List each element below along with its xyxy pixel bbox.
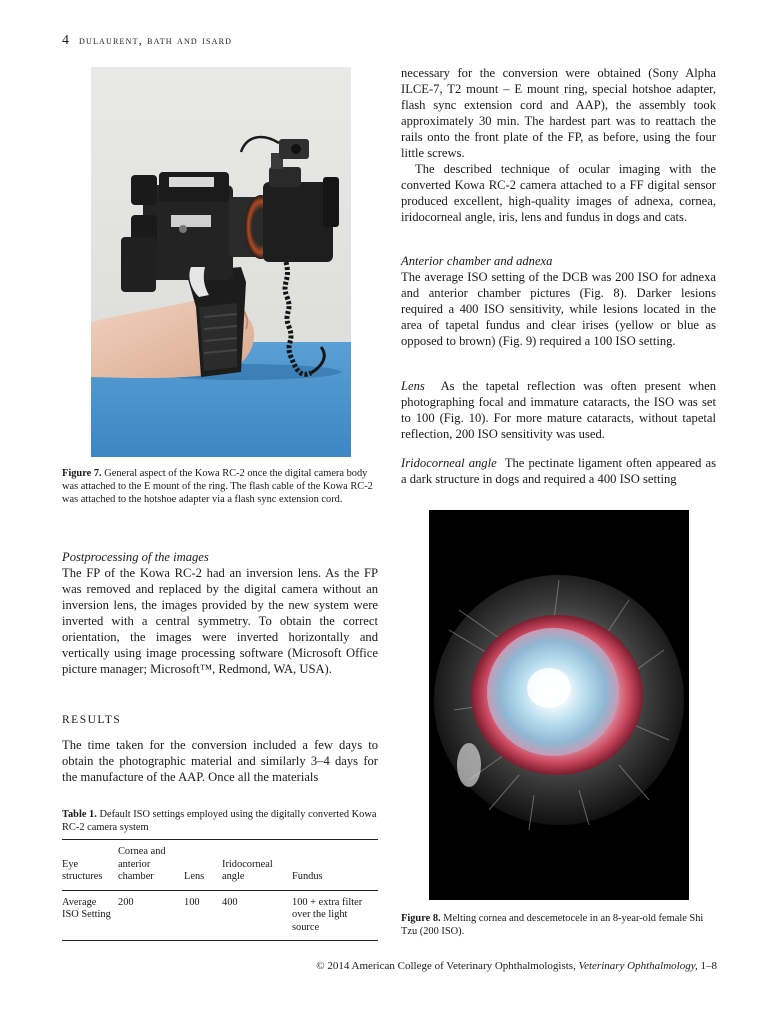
figure-7-label: Figure 7. bbox=[62, 468, 102, 479]
table-cell: 400 bbox=[222, 896, 238, 908]
table-cell: 200 bbox=[118, 896, 134, 908]
results-continuation-paragraph: necessary for the conversion were obtained (Sony Alpha ILCE-7, T2 mount – E mount ring, special hotshoe adapter, flash sync extension cord and AAP), the assembly took approximately 30 min. The hardest part was to reattach the rails onto the front plate of the FP, as before, using the four little screws. bbox=[401, 66, 716, 160]
technique-paragraph: The described technique of ocular imaging with the converted Kowa RC-2 camera attached to a FF digital sensor produced excellent, high-quality images of adnexa, cornea, iridocorneal angle, iris, lens and fundus in dogs and cats. bbox=[401, 162, 716, 224]
footer-copyright: © 2014 American College of Veterinary Ophthalmologists, bbox=[316, 960, 576, 972]
lens-heading: Lens bbox=[401, 379, 425, 393]
table-header-cell: Fundus bbox=[292, 871, 323, 882]
table-1-title-text: Default ISO settings employed using the digitally converted Kowa RC-2 camera system bbox=[62, 809, 377, 833]
anterior-chamber-paragraph: The average ISO setting of the DCB was 200 ISO for adnexa and anterior chamber pictures (Fig. 8). Darker lesions required a 400 ISO sensitivity, while lesions located in the area of tapetal fundus and clear irises (yellow or blue as opposed to brown) (Fig. 9) required a 100 ISO setting. bbox=[401, 270, 716, 348]
figure-8-caption-text: Melting cornea and descemetocele in an 8-year-old female Shi Tzu (200 ISO). bbox=[401, 913, 704, 937]
iridocorneal-text: The pectinate ligament often appeared as a dark structure in dogs and required a 400 ISO setting bbox=[401, 456, 716, 486]
footer-journal: Veterinary Ophthalmology, bbox=[578, 960, 698, 972]
anterior-chamber-heading: Anterior chamber and adnexa bbox=[401, 254, 553, 268]
page-number: 4 bbox=[62, 33, 70, 48]
figure-7-caption-text: General aspect of the Kowa RC-2 once the digital camera body was attached to the E mount of the ring. The flash cable of the Kowa RC-2 was attached to the hotshoe adapter via a flash sync extension cord. bbox=[62, 468, 373, 505]
results-heading: RESULTS bbox=[62, 714, 122, 726]
results-paragraph: The time taken for the conversion included a few days to obtain the photographic material and similarly 3–4 days for the manufacture of the AAP. Once all the materials bbox=[62, 738, 378, 784]
footer-pages: 1–8 bbox=[700, 960, 717, 972]
figure-8-image bbox=[429, 510, 689, 900]
figure-8-caption bbox=[401, 912, 716, 938]
iridocorneal-heading: Iridocorneal angle bbox=[401, 456, 497, 470]
postprocessing-paragraph: The FP of the Kowa RC-2 had an inversion lens. As the FP was removed and replaced by the digital camera without an inversion lens, the images provided by the new system were inverted with a central symmetry. To obtain the correct orientation, the images were inverted horizontally and vertically using image processing software (Microsoft Office picture manager; Microsoft™, Redmond, WA, USA). bbox=[62, 566, 378, 676]
table-1-label: Table 1. bbox=[62, 809, 97, 820]
table-1 bbox=[62, 808, 378, 941]
running-head bbox=[62, 33, 232, 49]
table-header-cell: Cornea and anterior chamber bbox=[118, 846, 166, 882]
figure-8-label: Figure 8. bbox=[401, 913, 441, 924]
table-header-cell: Eye structures bbox=[62, 858, 103, 882]
table-cell: Average ISO Setting bbox=[62, 896, 111, 920]
table-1-title bbox=[62, 808, 378, 834]
table-1-grid bbox=[62, 839, 378, 941]
table-header-row bbox=[62, 840, 378, 891]
table-cell: 100 bbox=[184, 896, 200, 908]
table-row bbox=[62, 890, 378, 941]
iridocorneal-paragraph bbox=[401, 455, 716, 487]
figure-7-caption bbox=[62, 467, 378, 506]
table-cell: 100 + extra filter over the light source bbox=[292, 896, 363, 933]
postprocessing-heading: Postprocessing of the images bbox=[62, 550, 209, 564]
lens-paragraph bbox=[401, 378, 716, 442]
lens-text: As the tapetal reflection was often present when photographing focal and immature cataracts, the ISO was set to 100 (Fig. 10). For more mature cataracts, without tapetal reflection, 200 ISO sensitivity was used. bbox=[401, 379, 717, 441]
running-head-authors: dulaurent, bath and isard bbox=[79, 33, 233, 47]
page-footer bbox=[316, 960, 717, 972]
table-header-cell: Iridocorneal angle bbox=[222, 858, 273, 882]
figure-7-image bbox=[91, 67, 351, 457]
table-header-cell: Lens bbox=[184, 871, 205, 882]
